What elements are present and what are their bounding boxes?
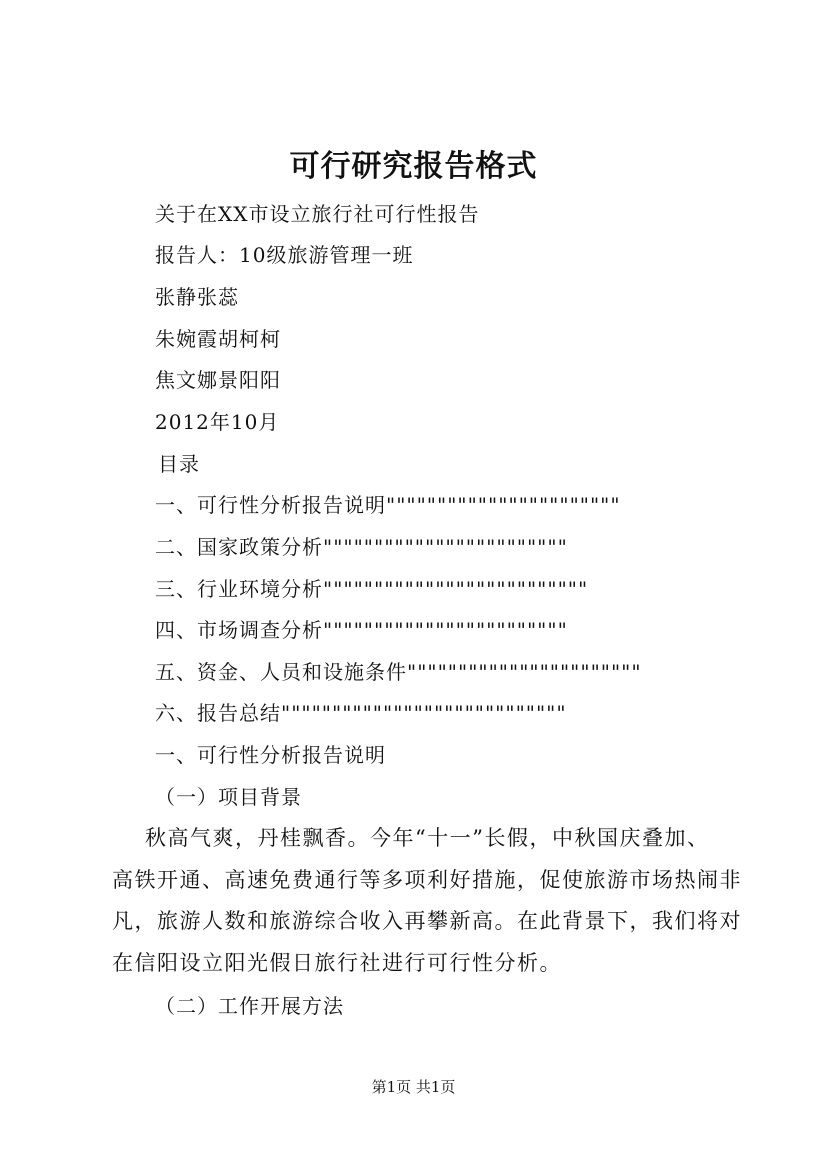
toc-item: 四、市场调查分析"""""""""""""""""""""""" [155,618,568,642]
paragraph-line: 高铁开通、高速免费通行等多项利好措施，促使旅游市场热闹非 [112,867,742,892]
author-names-line-3: 焦文娜景阳阳 [155,368,281,392]
document-title: 可行研究报告格式 [289,149,538,184]
section-heading: 一、可行性分析报告说明 [155,743,386,767]
subsection-heading: （二）工作开展方法 [155,994,344,1018]
toc-item: 六、报告总结"""""""""""""""""""""""""""" [155,701,567,725]
reporter-line: 报告人：10级旅游管理一班 [155,243,414,267]
toc-heading: 目录 [158,452,200,476]
toc-item: 三、行业环境分析"""""""""""""""""""""""""" [155,577,589,601]
paragraph-line: 凡，旅游人数和旅游综合收入再攀新高。在此背景下，我们将对 [112,909,742,933]
page-footer: 第1页 共1页 [371,1078,456,1096]
paragraph-line: 秋高气爽，丹桂飘香。今年“十一”长假，中秋国庆叠加、 [145,826,710,850]
toc-item: 五、资金、人员和设施条件""""""""""""""""""""""" [155,660,642,684]
author-names-line-2: 朱婉霞胡柯柯 [155,327,281,351]
author-names-line-1: 张静张蕊 [155,285,239,309]
paragraph-line: 在信阳设立阳光假日旅行社进行可行性分析。 [112,950,562,975]
background-paragraph [112,818,752,984]
toc-item: 一、可行性分析报告说明""""""""""""""""""""""" [155,493,621,517]
toc-item: 二、国家政策分析"""""""""""""""""""""""" [155,535,568,559]
report-date: 2012年10月 [155,410,280,434]
report-subject-line: 关于在XX市设立旅行社可行性报告 [155,202,480,226]
subsection-heading: （一）项目背景 [155,785,302,809]
